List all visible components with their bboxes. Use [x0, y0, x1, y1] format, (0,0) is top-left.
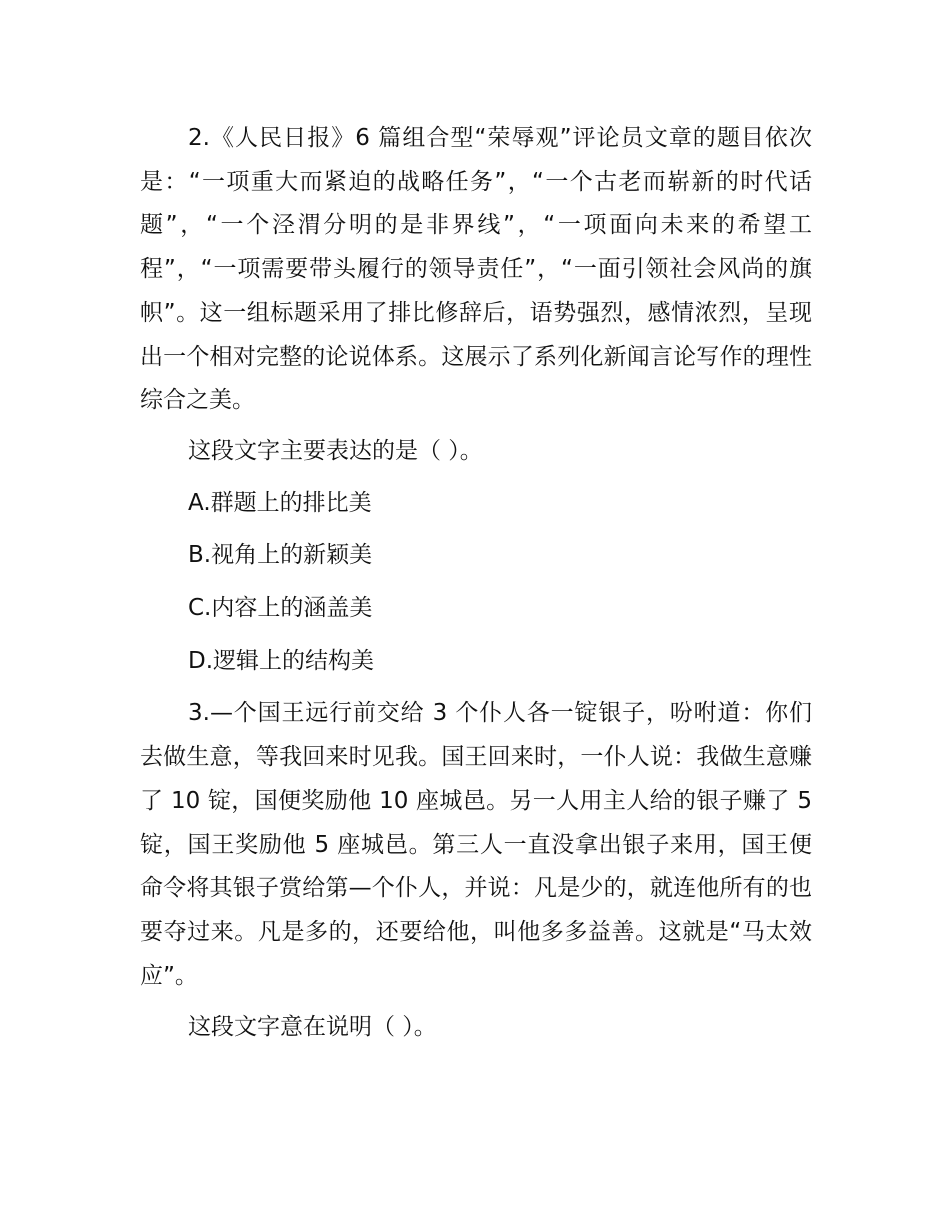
question-2-passage: 2.《人民日报》6 篇组合型“荣辱观”评论员文章的题目依次是：“一项重大而紧迫的战略任务”，“一个古老而崭新的时代话题”，“一个泾渭分明的是非界线”，“一项面向未来的希望工程”，“一项需要带头履行的领导责任”，“一面引领社会风尚的旗帜”。这一组标题采用了排比修辞后，语势强烈，感情浓烈，呈现出一个相对完整的论说体系。这展示了系列化新闻言论写作的理性综合之美。: [140, 125, 812, 414]
question-3-stem: 这段文字意在说明（ ）。: [188, 1014, 437, 1041]
question-2-option-b: B.视角上的新颖美: [188, 542, 373, 569]
question-2-option-c: C.内容上的涵盖美: [188, 595, 373, 622]
question-3-passage: 3.—个国王远行前交给 3 个仆人各一锭银子，吩咐道：你们去做生意，等我回来时见我。国王回来时，一仆人说：我做生意赚了 10 锭，国便奖励他 10 座城邑。另一人用主人给的银子赚了 5 锭，国王奖励他 5 座城邑。第三人一直没拿出银子来用，国王便命令将其银子赏给第—个仆人，并说：凡是少的，就连他所有的也要夺过来。凡是多的，还要给他，叫他多多益善。这就是“马太效应”。: [140, 700, 812, 989]
document-page: [140, 117, 812, 1058]
question-2-stem: 这段文字主要表达的是（ ）。: [188, 437, 483, 464]
question-2-option-a: A.群题上的排比美: [188, 489, 372, 516]
question-2-option-d: D.逻辑上的结构美: [188, 647, 375, 674]
